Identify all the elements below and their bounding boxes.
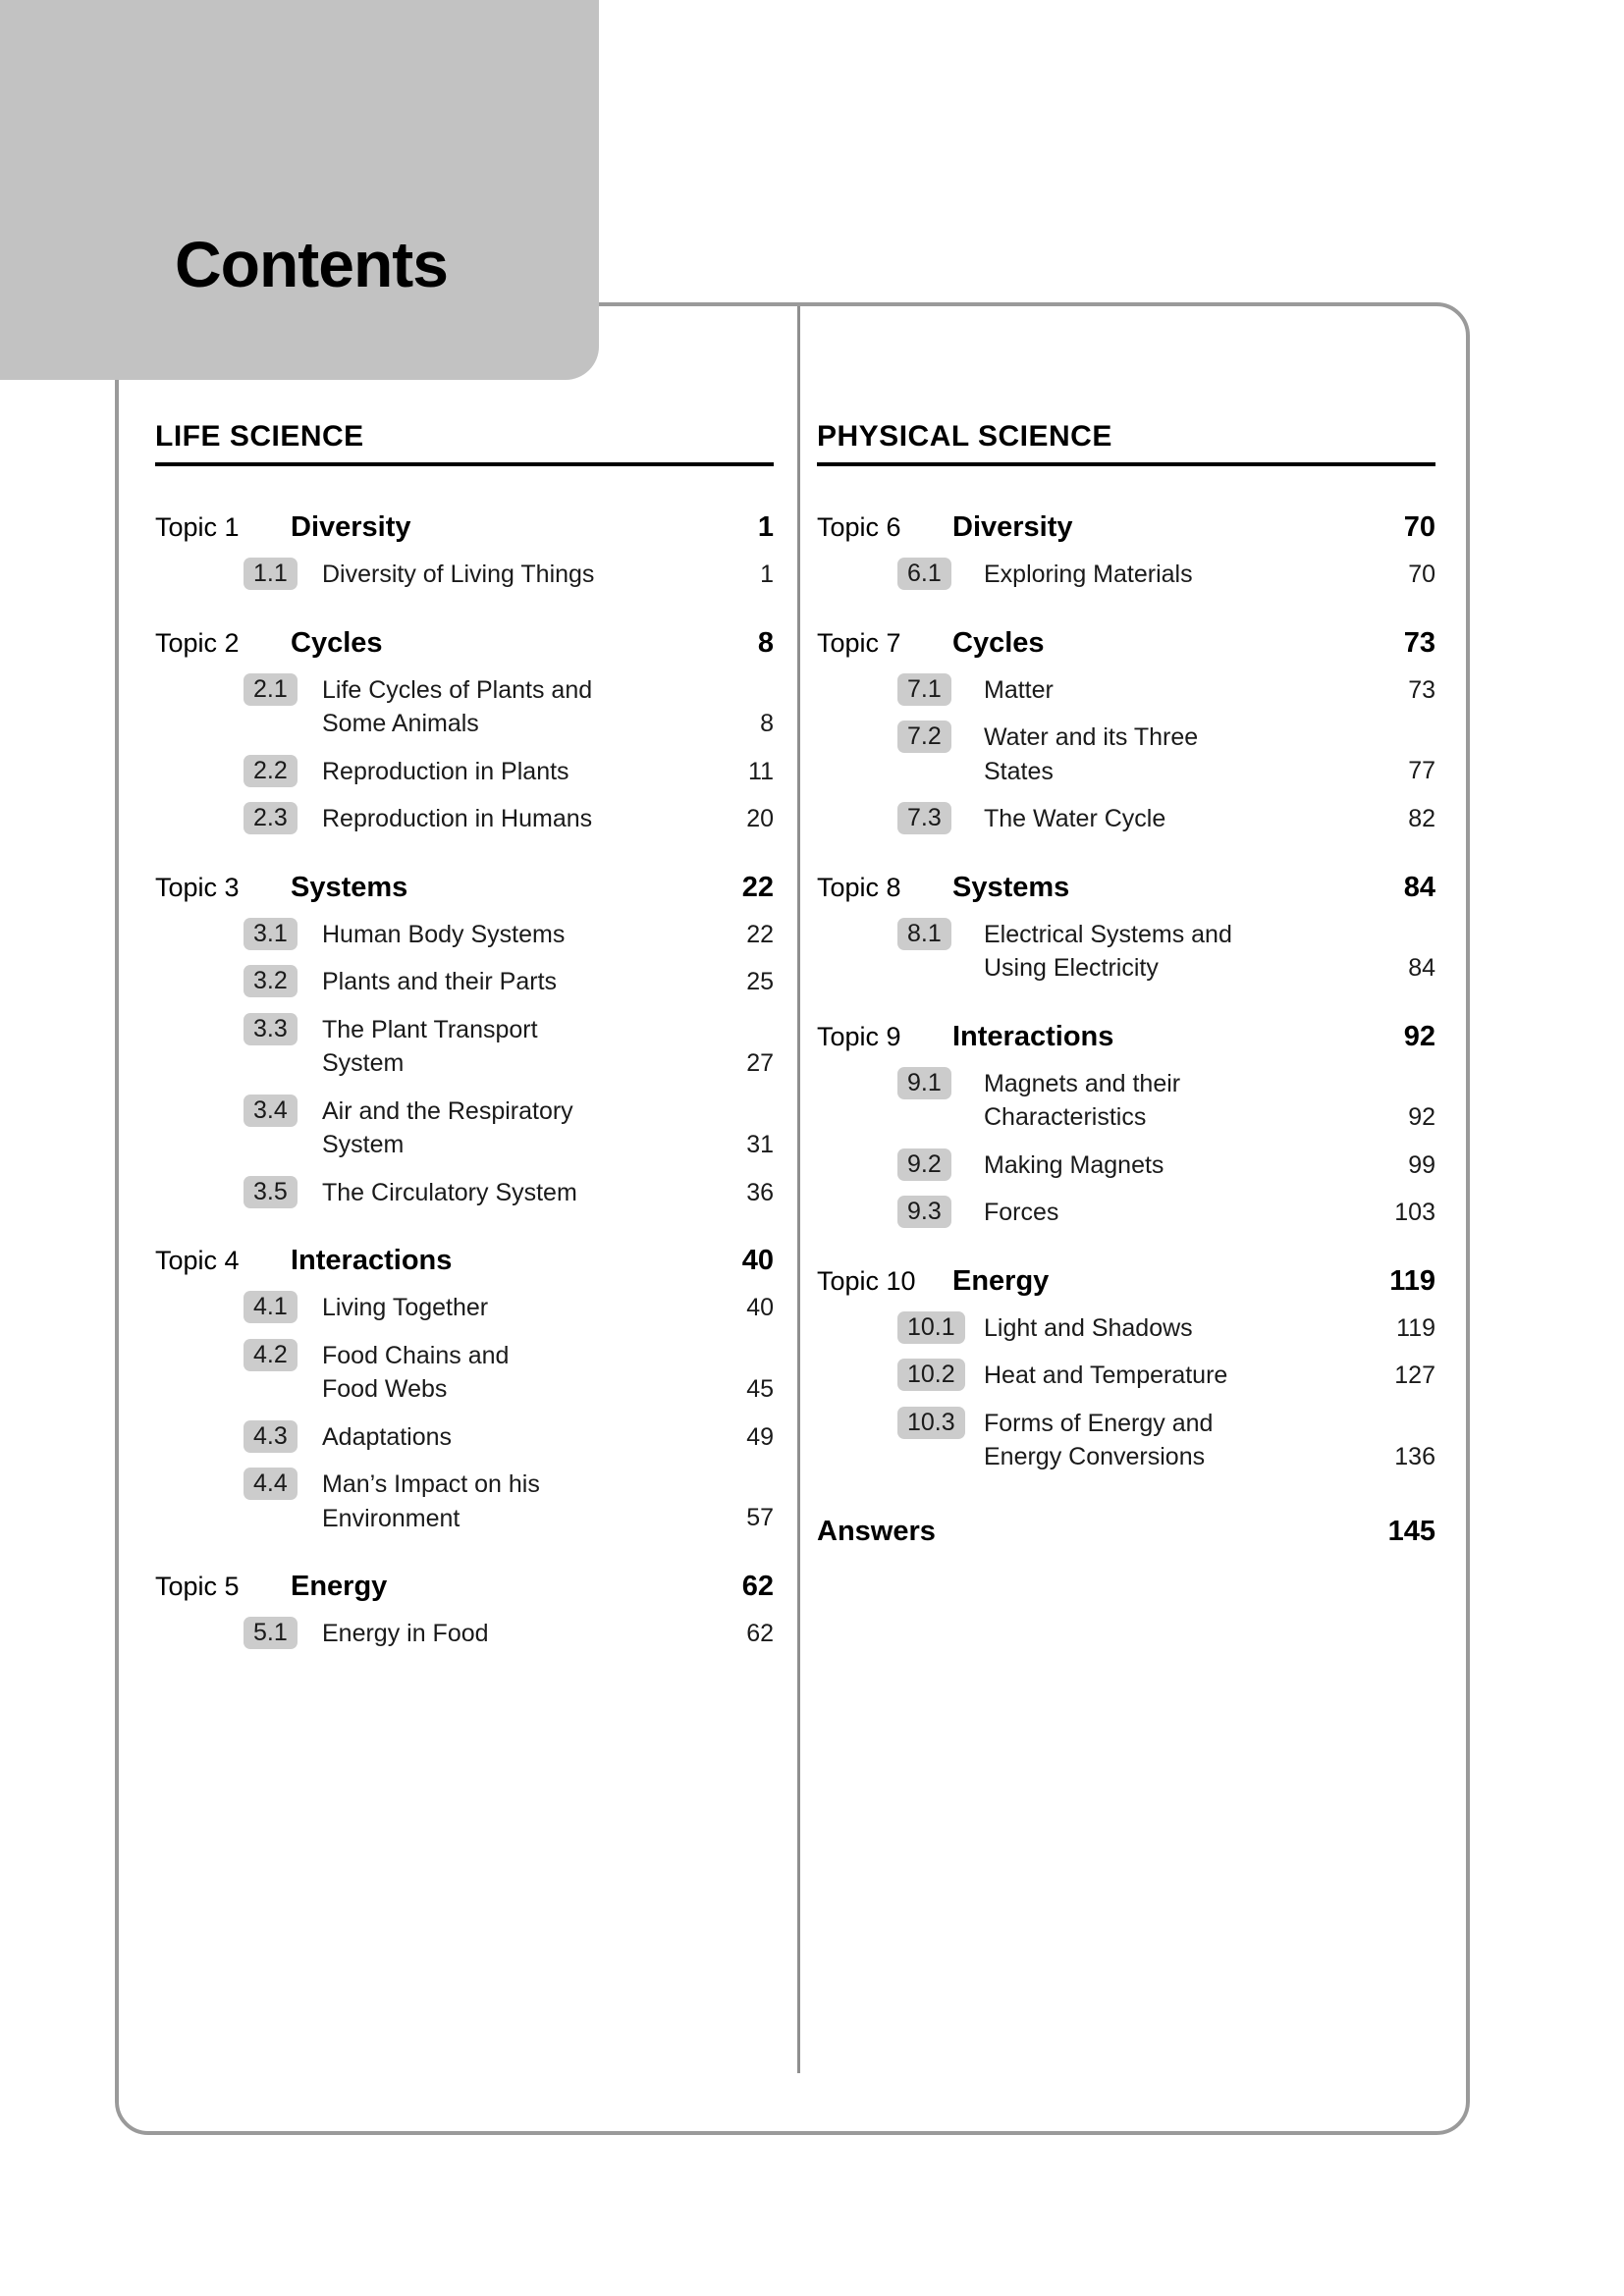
subsection-page-number: 73 xyxy=(1408,675,1435,704)
topic-row[interactable] xyxy=(155,872,774,904)
subsection-title-line-2: System xyxy=(322,1049,405,1077)
subsection-row[interactable] xyxy=(155,1176,774,1210)
section-heading-physical-science: PHYSICAL SCIENCE xyxy=(817,420,1112,453)
topic-label: Topic 10 xyxy=(817,1265,916,1296)
topic-row[interactable] xyxy=(155,1571,774,1603)
subsection-badge-cell xyxy=(155,673,310,706)
subsection-badge-cell xyxy=(817,918,972,950)
subsection-list xyxy=(817,558,1435,592)
topic-block xyxy=(817,1021,1435,1230)
subsection-title xyxy=(972,918,1371,986)
topic-label: Topic 4 xyxy=(155,1246,240,1275)
topic-block xyxy=(155,627,774,836)
topic-page-number: 92 xyxy=(1403,1020,1435,1052)
subsection-page-number: 49 xyxy=(746,1422,774,1451)
column-life-science xyxy=(155,422,774,1686)
subsection-page-number: 20 xyxy=(746,805,774,832)
section-rule-physical-science xyxy=(817,462,1435,466)
section-heading-life-science: LIFE SCIENCE xyxy=(155,420,364,453)
subsection-title-line-1: Magnets and their xyxy=(984,1069,1181,1097)
subsection-title xyxy=(972,721,1371,788)
subsection-number-badge: 1.1 xyxy=(244,558,298,590)
topic-list-physical-science xyxy=(817,511,1435,1474)
subsection-title-line-2: Some Animals xyxy=(322,710,479,737)
topic-label: Topic 7 xyxy=(817,627,901,658)
subsection-number-badge: 5.1 xyxy=(244,1617,298,1649)
subsection-badge-cell xyxy=(817,1148,972,1181)
subsection-title xyxy=(972,558,1371,592)
subsection-title-line-1: Reproduction in Humans xyxy=(322,805,593,832)
section-rule-life-science xyxy=(155,462,774,466)
subsection-row[interactable] xyxy=(817,1359,1435,1393)
subsection-number-badge: 7.1 xyxy=(897,673,951,706)
subsection-page-number: 70 xyxy=(1408,561,1435,588)
subsection-number-badge: 4.1 xyxy=(244,1291,298,1323)
subsection-title-line-1: Heat and Temperature xyxy=(984,1362,1228,1389)
topic-page-number: 70 xyxy=(1403,511,1435,543)
subsection-list xyxy=(155,673,774,836)
topic-block xyxy=(817,627,1435,836)
subsection-title xyxy=(310,1095,709,1162)
subsection-badge-cell xyxy=(817,1407,972,1439)
subsection-title-line-1: Living Together xyxy=(322,1294,489,1321)
subsection-row[interactable] xyxy=(817,673,1435,708)
subsection-list xyxy=(817,673,1435,836)
subsection-title xyxy=(972,802,1371,836)
page-title: Contents xyxy=(175,228,448,300)
subsection-number-badge: 10.3 xyxy=(897,1407,965,1439)
subsection-badge-cell xyxy=(817,1067,972,1099)
subsection-title-line-1: Matter xyxy=(984,675,1054,704)
subsection-badge-cell xyxy=(817,673,972,706)
subsection-list xyxy=(817,1311,1435,1474)
subsection-badge-cell xyxy=(155,1095,310,1127)
subsection-badge-cell xyxy=(155,755,310,787)
subsection-page-number: 99 xyxy=(1408,1150,1435,1179)
subsection-number-badge: 9.1 xyxy=(897,1067,951,1099)
subsection-title xyxy=(310,918,709,952)
topic-page-number: 84 xyxy=(1403,871,1435,903)
subsection-title xyxy=(972,1359,1371,1393)
subsection-row[interactable] xyxy=(155,755,774,789)
subsection-title xyxy=(972,1148,1371,1183)
subsection-badge-cell xyxy=(817,1311,972,1344)
subsection-row[interactable] xyxy=(817,721,1435,788)
answers-page-number: 145 xyxy=(1387,1515,1435,1547)
subsection-title xyxy=(972,1196,1371,1230)
subsection-badge-cell xyxy=(155,965,310,997)
subsection-number-badge: 10.1 xyxy=(897,1311,965,1344)
topic-row[interactable] xyxy=(817,627,1435,660)
column-physical-science xyxy=(817,422,1435,1548)
subsection-title-line-2: States xyxy=(984,757,1054,785)
subsection-title-line-2: Using Electricity xyxy=(984,954,1159,982)
subsection-title-line-2: Characteristics xyxy=(984,1103,1147,1131)
subsection-title-line-2: Environment xyxy=(322,1504,460,1532)
column-divider xyxy=(797,306,800,2073)
subsection-number-badge: 9.3 xyxy=(897,1196,951,1228)
topic-page-number: 73 xyxy=(1403,626,1435,659)
subsection-title-line-1: Forms of Energy and xyxy=(984,1409,1214,1437)
subsection-badge-cell xyxy=(155,1013,310,1045)
subsection-title-line-1: Exploring Materials xyxy=(984,561,1193,588)
subsection-page-number: 127 xyxy=(1394,1362,1435,1389)
subsection-badge-cell xyxy=(817,802,972,834)
subsection-page-number: 103 xyxy=(1394,1199,1435,1226)
subsection-number-badge: 9.2 xyxy=(897,1148,951,1181)
topic-row[interactable] xyxy=(817,872,1435,904)
subsection-row[interactable] xyxy=(155,965,774,999)
subsection-title xyxy=(310,1468,709,1535)
topic-label: Topic 5 xyxy=(155,1572,240,1601)
topic-label: Topic 3 xyxy=(155,872,240,902)
topic-title: Interactions xyxy=(291,1245,453,1276)
topic-label: Topic 9 xyxy=(817,1021,901,1051)
subsection-badge-cell xyxy=(155,918,310,950)
topic-label: Topic 1 xyxy=(155,512,240,542)
subsection-number-badge: 3.1 xyxy=(244,918,298,950)
subsection-badge-cell xyxy=(155,1176,310,1208)
subsection-row[interactable] xyxy=(155,918,774,952)
subsection-row[interactable] xyxy=(155,673,774,741)
subsection-number-badge: 4.2 xyxy=(244,1339,298,1371)
subsection-title-line-1: Water and its Three xyxy=(984,723,1199,751)
subsection-page-number: 22 xyxy=(746,920,774,948)
topic-list-life-science xyxy=(155,511,774,1651)
subsection-title-line-1: Light and Shadows xyxy=(984,1313,1193,1342)
subsection-list xyxy=(155,558,774,592)
subsection-title xyxy=(310,1176,709,1210)
topic-title: Cycles xyxy=(291,626,383,659)
topic-row[interactable] xyxy=(817,1021,1435,1053)
subsection-title-line-1: Electrical Systems and xyxy=(984,920,1232,948)
subsection-title-line-1: Air and the Respiratory xyxy=(322,1096,573,1125)
subsection-page-number: 119 xyxy=(1396,1313,1435,1342)
topic-block xyxy=(817,1265,1435,1474)
subsection-title-line-1: Energy in Food xyxy=(322,1620,489,1647)
subsection-number-badge: 3.5 xyxy=(244,1176,298,1208)
subsection-badge-cell xyxy=(817,1196,972,1228)
subsection-title-line-1: The Water Cycle xyxy=(984,805,1166,832)
subsection-row[interactable] xyxy=(155,1617,774,1651)
topic-label: Topic 2 xyxy=(155,627,240,658)
topic-title: Cycles xyxy=(952,626,1045,659)
subsection-number-badge: 3.4 xyxy=(244,1095,298,1127)
topic-row[interactable] xyxy=(155,511,774,544)
topic-page-number: 40 xyxy=(741,1245,774,1276)
subsection-badge-cell xyxy=(817,721,972,753)
subsection-page-number: 1 xyxy=(760,561,774,588)
subsection-list xyxy=(155,918,774,1210)
answers-label: Answers xyxy=(817,1515,936,1547)
topic-title: Energy xyxy=(952,1264,1050,1297)
topic-page-number: 22 xyxy=(741,871,774,903)
subsection-badge-cell xyxy=(817,558,972,590)
subsection-page-number: 45 xyxy=(746,1374,774,1403)
subsection-row[interactable] xyxy=(155,1468,774,1535)
topic-row[interactable] xyxy=(817,1265,1435,1298)
topic-page-number: 62 xyxy=(741,1571,774,1602)
subsection-badge-cell xyxy=(155,1420,310,1453)
subsection-number-badge: 10.2 xyxy=(897,1359,965,1391)
subsection-page-number: 27 xyxy=(746,1048,774,1077)
subsection-title xyxy=(310,965,709,999)
topic-title: Energy xyxy=(291,1571,388,1602)
topic-block xyxy=(155,1571,774,1651)
subsection-badge-cell xyxy=(155,558,310,590)
topic-title: Diversity xyxy=(291,511,411,543)
subsection-badge-cell xyxy=(155,1291,310,1323)
subsection-page-number: 82 xyxy=(1408,805,1435,832)
subsection-number-badge: 7.2 xyxy=(897,721,951,753)
subsection-page-number: 40 xyxy=(746,1294,774,1321)
subsection-row[interactable] xyxy=(155,1291,774,1325)
subsection-page-number: 84 xyxy=(1408,953,1435,982)
topic-title: Systems xyxy=(952,871,1070,903)
subsection-title xyxy=(310,755,709,789)
subsection-row[interactable] xyxy=(155,1339,774,1407)
subsection-title xyxy=(310,558,709,592)
subsection-page-number: 31 xyxy=(746,1130,774,1158)
topic-title: Systems xyxy=(291,871,408,903)
topic-title: Interactions xyxy=(952,1020,1114,1052)
subsection-title xyxy=(310,673,709,741)
subsection-title-line-1: Man’s Impact on his xyxy=(322,1470,540,1498)
subsection-page-number: 62 xyxy=(746,1620,774,1647)
subsection-title-line-1: Forces xyxy=(984,1199,1059,1226)
subsection-row[interactable] xyxy=(817,1196,1435,1230)
topic-block xyxy=(817,872,1435,986)
subsection-number-badge: 8.1 xyxy=(897,918,951,950)
topic-page-number: 1 xyxy=(757,511,774,543)
subsection-number-badge: 4.3 xyxy=(244,1420,298,1453)
subsection-title xyxy=(310,1420,709,1455)
subsection-row[interactable] xyxy=(155,802,774,836)
topic-row[interactable] xyxy=(817,511,1435,544)
subsection-row[interactable] xyxy=(817,1148,1435,1183)
subsection-badge-cell xyxy=(817,1359,972,1391)
subsection-badge-cell xyxy=(155,802,310,834)
subsection-page-number: 11 xyxy=(748,757,774,785)
subsection-number-badge: 6.1 xyxy=(897,558,951,590)
topic-label: Topic 6 xyxy=(817,512,901,542)
subsection-list xyxy=(155,1291,774,1535)
subsection-number-badge: 3.2 xyxy=(244,965,298,997)
subsection-title xyxy=(972,1407,1371,1474)
topic-row[interactable] xyxy=(155,1245,774,1277)
subsection-row[interactable] xyxy=(155,1013,774,1081)
subsection-row[interactable] xyxy=(155,1095,774,1162)
subsection-title-line-2: Energy Conversions xyxy=(984,1443,1206,1470)
subsection-page-number: 136 xyxy=(1394,1442,1435,1470)
subsection-title-line-1: Adaptations xyxy=(322,1422,453,1451)
subsection-row[interactable] xyxy=(817,1311,1435,1346)
subsection-row[interactable] xyxy=(817,802,1435,836)
subsection-title-line-1: Food Chains and xyxy=(322,1341,510,1369)
topic-page-number: 119 xyxy=(1389,1264,1435,1297)
subsection-title-line-1: Diversity of Living Things xyxy=(322,561,595,588)
subsection-title xyxy=(972,673,1371,708)
subsection-title-line-2: Food Webs xyxy=(322,1375,448,1403)
subsection-title xyxy=(972,1067,1371,1135)
subsection-number-badge: 2.3 xyxy=(244,802,298,834)
subsection-number-badge: 2.1 xyxy=(244,673,298,706)
subsection-row[interactable] xyxy=(155,1420,774,1455)
subsection-number-badge: 3.3 xyxy=(244,1013,298,1045)
subsection-number-badge: 4.4 xyxy=(244,1468,298,1500)
subsection-row[interactable] xyxy=(817,1407,1435,1474)
subsection-row[interactable] xyxy=(817,918,1435,986)
subsection-page-number: 57 xyxy=(746,1504,774,1531)
subsection-badge-cell xyxy=(155,1468,310,1500)
topic-label: Topic 8 xyxy=(817,872,901,902)
subsection-list xyxy=(817,1067,1435,1230)
subsection-title xyxy=(310,1013,709,1081)
subsection-title xyxy=(310,1617,709,1651)
subsection-list xyxy=(817,918,1435,986)
subsection-title xyxy=(972,1311,1371,1346)
subsection-row[interactable] xyxy=(155,558,774,592)
subsection-title-line-1: Plants and their Parts xyxy=(322,968,558,995)
subsection-title xyxy=(310,1339,709,1407)
subsection-list xyxy=(155,1617,774,1651)
subsection-badge-cell xyxy=(155,1339,310,1371)
topic-block xyxy=(155,511,774,592)
subsection-page-number: 8 xyxy=(760,709,774,737)
subsection-page-number: 77 xyxy=(1408,757,1435,784)
topic-block xyxy=(155,872,774,1210)
answers-entry[interactable] xyxy=(817,1516,1435,1548)
topic-block xyxy=(155,1245,774,1535)
subsection-page-number: 92 xyxy=(1408,1102,1435,1131)
topic-title: Diversity xyxy=(952,511,1073,543)
subsection-title-line-1: Human Body Systems xyxy=(322,920,566,948)
subsection-title xyxy=(310,1291,709,1325)
topic-row[interactable] xyxy=(155,627,774,660)
topic-page-number: 8 xyxy=(757,626,774,659)
subsection-title-line-1: The Circulatory System xyxy=(322,1178,577,1206)
subsection-title-line-1: Making Magnets xyxy=(984,1150,1164,1179)
subsection-row[interactable] xyxy=(817,558,1435,592)
subsection-number-badge: 2.2 xyxy=(244,755,298,787)
subsection-title-line-1: Life Cycles of Plants and xyxy=(322,675,593,704)
subsection-row[interactable] xyxy=(817,1067,1435,1135)
subsection-title-line-1: The Plant Transport xyxy=(322,1015,538,1043)
subsection-badge-cell xyxy=(155,1617,310,1649)
subsection-title-line-2: System xyxy=(322,1131,405,1158)
subsection-page-number: 36 xyxy=(746,1178,774,1206)
subsection-title xyxy=(310,802,709,836)
topic-block xyxy=(817,511,1435,592)
subsection-page-number: 25 xyxy=(746,968,774,995)
subsection-title-line-1: Reproduction in Plants xyxy=(322,757,569,785)
subsection-number-badge: 7.3 xyxy=(897,802,951,834)
